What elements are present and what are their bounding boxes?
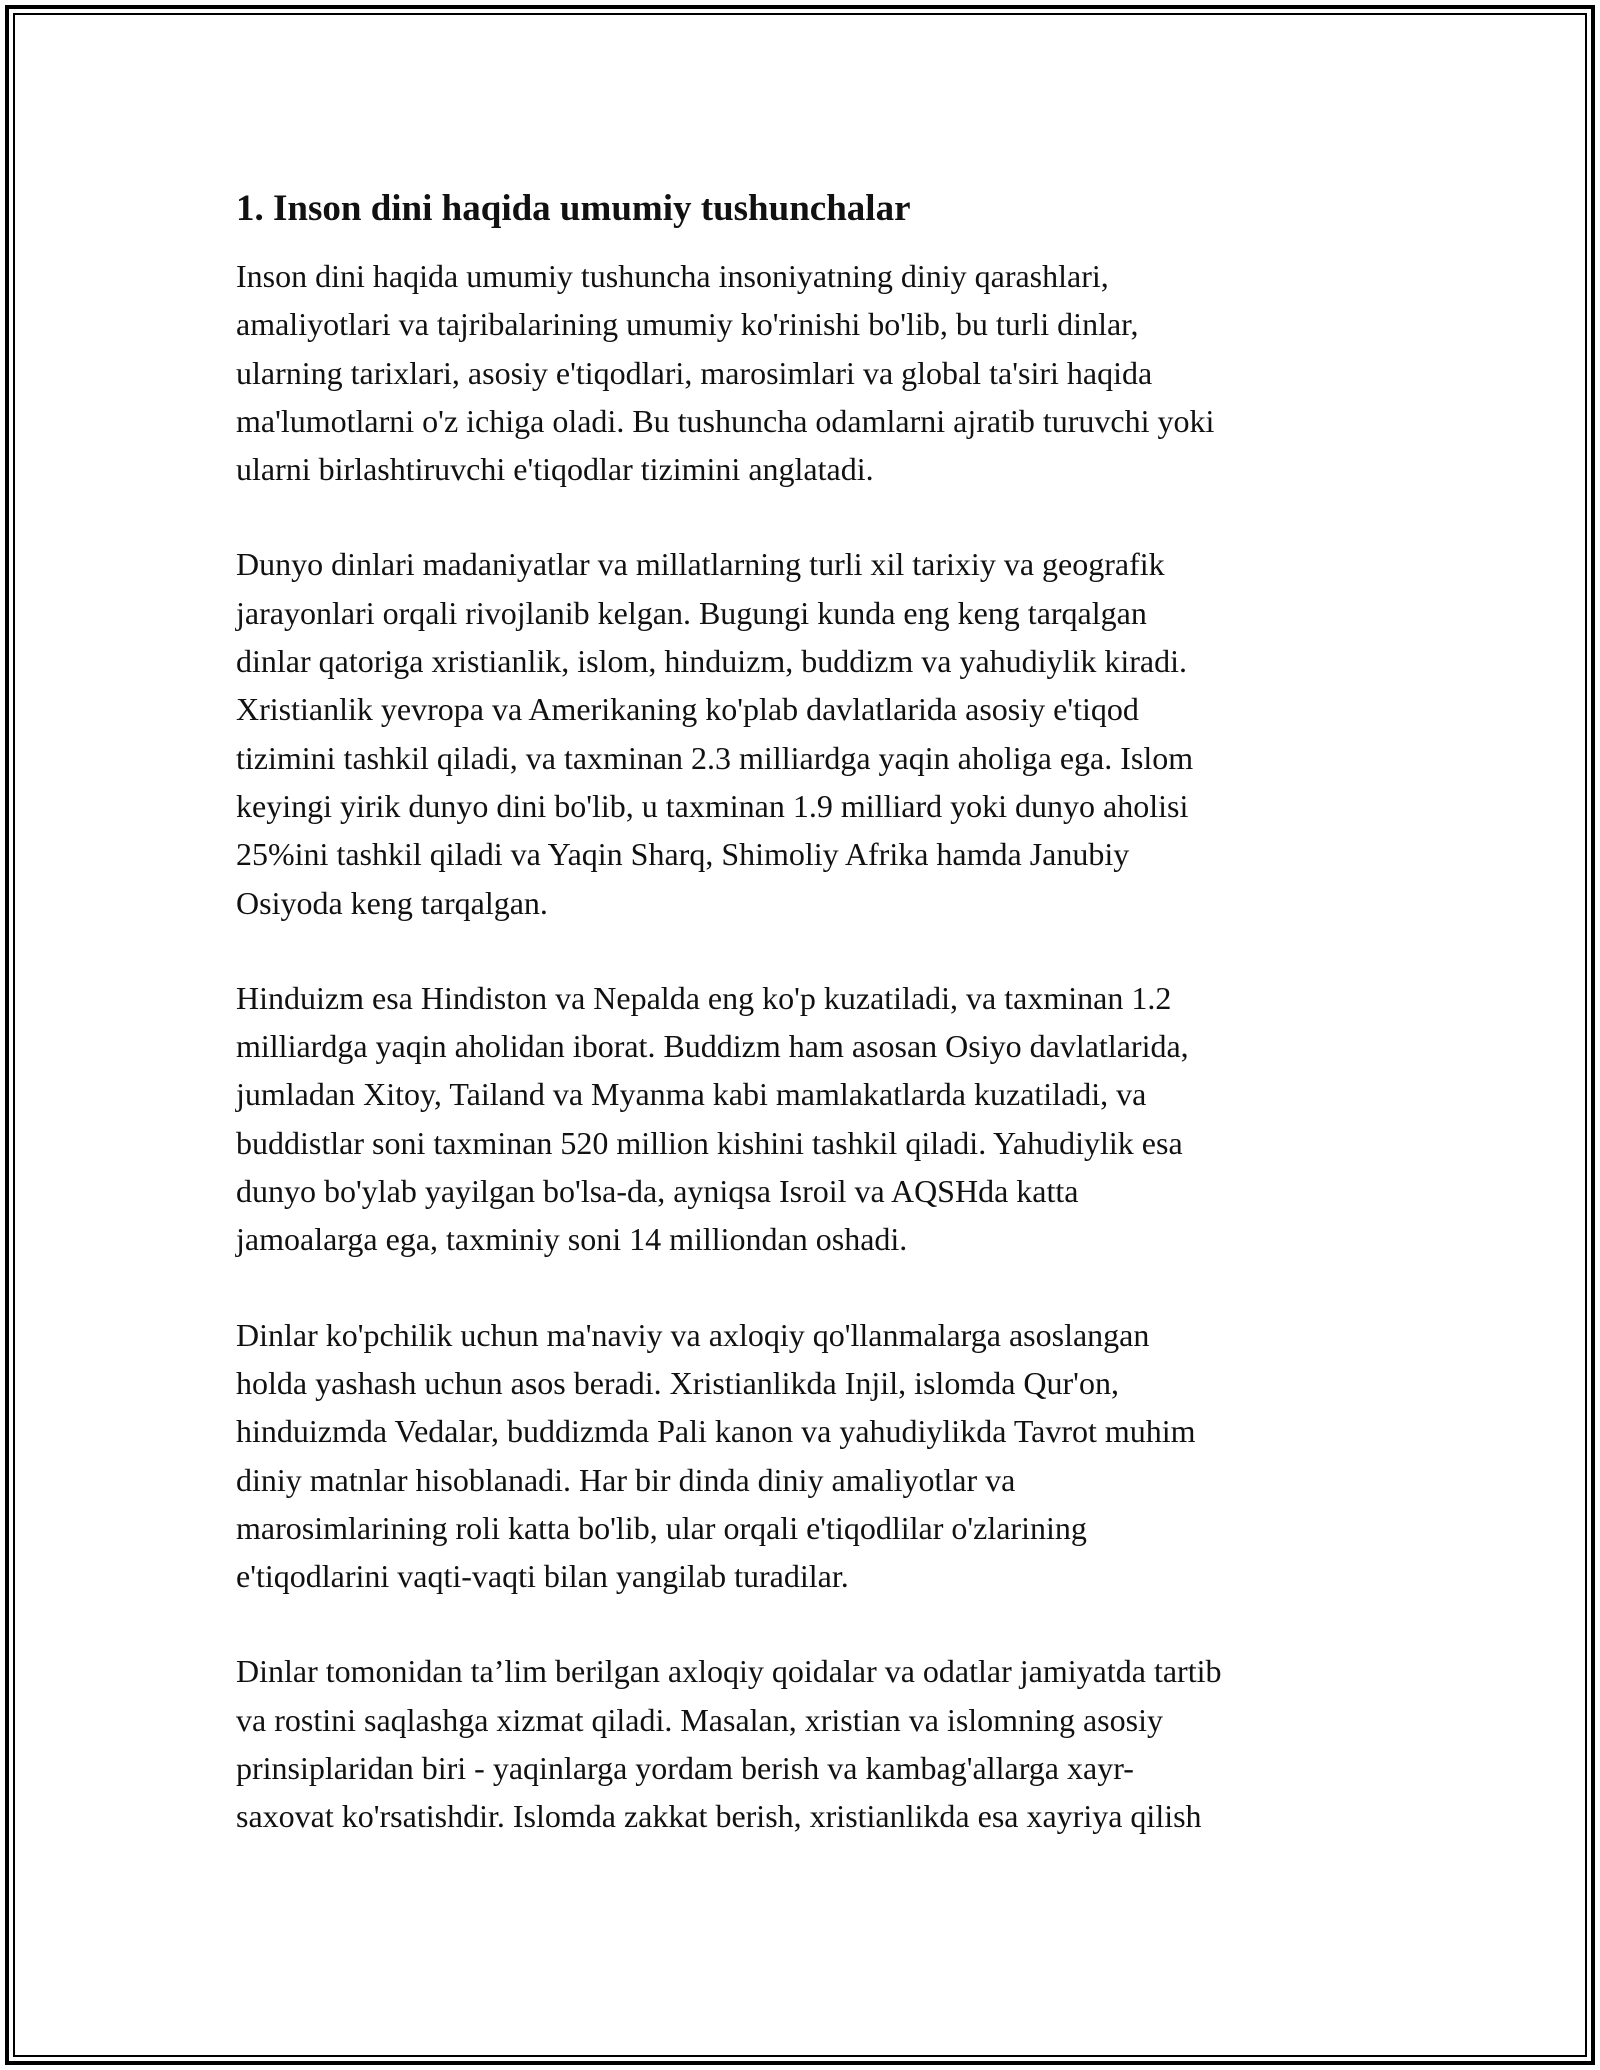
paragraph-hinduism-buddhism-judaism: Hinduizm esa Hindiston va Nepalda eng ko'p kuzatiladi, va taxminan 1.2 milliardga yaqin aholidan iborat. Buddizm ham asosan Osiyo davlatlarida, jumladan Xitoy, Tailand va Myanma kabi mamlakatlarda kuzatiladi, va buddistlar soni taxminan 520 million kishini tashkil qiladi. Yahudiylik esa dunyo bo'ylab yayilgan bo'lsa-da, ayniqsa Isroil va AQSHda katta jamoalarga ega, taxminiy soni 14 milliondan oshadi. (236, 979, 1189, 1258)
document-body (236, 185, 1386, 1888)
paragraph-sacred-texts: Dinlar ko'pchilik uchun ma'naviy va axloqiy qo'llanmalarga asoslangan holda yashash uchun asos beradi. Xristianlikda Injil, islomda Qur'on, hinduizmda Vedalar, buddizmda Pali kanon va yahudiylikda Tavrot muhim diniy matnlar hisoblanadi. Har bir dinda diniy amaliyotlar va marosimlarining roli katta bo'lib, ular orqali e'tiqodlilar o'zlarining e'tiqodlarini vaqti-vaqti bilan yangilab turadilar. (236, 1316, 1196, 1595)
paragraph-world-religions: Dunyo dinlari madaniyatlar va millatlarning turli xil tarixiy va geografik jarayonlari orqali rivojlanib kelgan. Bugungi kunda eng keng tarqalgan dinlar qatoriga xristianlik, islom, hinduizm, buddizm va yahudiylik kiradi. Xristianlik yevropa va Amerikaning ko'plab davlatlarida asosiy e'tiqod tizimini tashkil qiladi, va taxminan 2.3 milliardga yaqin aholiga ega. Islom keyingi yirik dunyo dini bo'lib, u taxminan 1.9 milliard yoki dunyo aholisi 25%ini tashkil qiladi va Yaqin Sharq, Shimoliy Afrika hamda Janubiy Osiyoda keng tarqalgan. (236, 546, 1194, 921)
section-heading: 1. Inson dini haqida umumiy tushunchalar (236, 188, 911, 229)
paragraph-moral-rules: Dinlar tomonidan ta’lim berilgan axloqiy qoidalar va odatlar jamiyatda tartib va rostini saqlashga xizmat qiladi. Masalan, xristian va islomning asosiy prinsiplaridan biri - yaqinlarga yordam berish va kambag'allarga xayr- saxovat ko'rsatishdir. Islomda zakkat berish, xristianlikda esa xayriya qilish (236, 1653, 1222, 1835)
paragraph-overview: Inson dini haqida umumiy tushuncha insoniyatning diniy qarashlari, amaliyotlari va tajribalarining umumiy ko'rinishi bo'lib, bu turli dinlar, ularning tarixlari, asosiy e'tiqodlari, marosimlari va global ta'siri haqida ma'lumotlarni o'z ichiga oladi. Bu tushuncha odamlarni ajratib turuvchi yoki ularni birlashtiruvchi e'tiqodlar tizimini anglatadi. (236, 258, 1215, 488)
